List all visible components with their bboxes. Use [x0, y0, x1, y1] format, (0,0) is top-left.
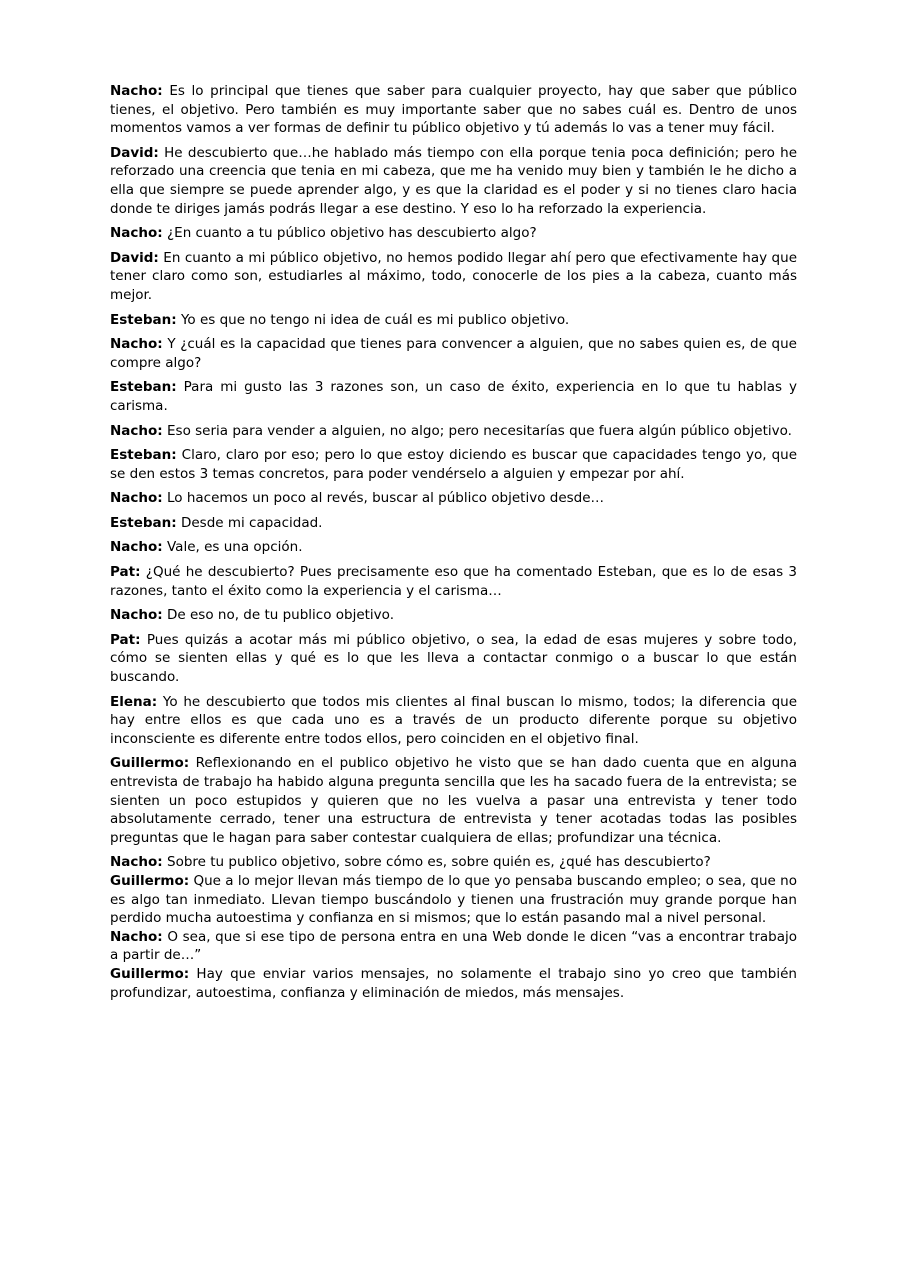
- dialogue-paragraph: [110, 928, 797, 965]
- dialogue-text: Yo he descubierto que todos mis clientes al final buscan lo mismo, todos; la diferencia que hay entre ellos es que cada uno es a través de un producto diferente porque su objetivo inconsciente es diferente entre todos ellos, pero coinciden en el objetivo final.: [110, 693, 797, 747]
- dialogue-text: ¿En cuanto a tu público objetivo has descubierto algo?: [167, 225, 537, 242]
- dialogue-paragraph: [110, 446, 797, 483]
- dialogue-text: Yo es que no tengo ni idea de cuál es mi publico objetivo.: [180, 311, 570, 328]
- speaker-name: Esteban:: [110, 447, 177, 464]
- dialogue-paragraph: [110, 82, 797, 138]
- dialogue-text: Lo hacemos un poco al revés, buscar al público objetivo desde…: [167, 490, 605, 507]
- speaker-name: Nacho:: [110, 336, 163, 353]
- dialogue-paragraph: [110, 224, 797, 243]
- dialogue-paragraph: [110, 853, 797, 872]
- speaker-name: Guillermo:: [110, 965, 190, 982]
- dialogue-paragraph: [110, 965, 797, 1002]
- dialogue-paragraph: [110, 422, 797, 441]
- dialogue-paragraph: [110, 489, 797, 508]
- speaker-name: David:: [110, 249, 159, 266]
- speaker-name: Nacho:: [110, 490, 163, 507]
- dialogue-text: Es lo principal que tienes que saber para cualquier proyecto, hay que saber que público tienes, el objetivo. Pero también es muy importante saber que no sabes cuál es. Dentro de unos momentos vamos a ver formas de definir tu público objetivo y tú además lo vas a tener muy fácil.: [110, 83, 797, 137]
- dialogue-paragraph: [110, 144, 797, 218]
- speaker-name: Elena:: [110, 693, 158, 710]
- speaker-name: Pat:: [110, 631, 141, 648]
- speaker-name: Esteban:: [110, 379, 177, 396]
- dialogue-paragraph: [110, 249, 797, 305]
- document-page: [110, 82, 797, 1002]
- speaker-name: Nacho:: [110, 928, 163, 945]
- dialogue-text: Vale, es una opción.: [167, 539, 303, 556]
- dialogue-text: En cuanto a mi público objetivo, no hemos podido llegar ahí pero que efectivamente hay que tener claro como son, estudiarles al máximo, todo, conocerle de los pies a la cabeza, cuanto más mejor.: [110, 249, 797, 303]
- dialogue-text: Que a lo mejor llevan más tiempo de lo que yo pensaba buscando empleo; o sea, que no es algo tan inmediato. Llevan tiempo buscándolo y tienen una frustración muy grande porque han perdido mucha autoestima y confianza en si mismos; que lo están pasando mal a nivel personal.: [110, 872, 797, 927]
- dialogue-text: Pues quizás a acotar más mi público objetivo, o sea, la edad de esas mujeres y sobre todo, cómo se sienten ellas y qué es lo que les lleva a contactar conmigo o a buscar lo que están buscando.: [110, 631, 797, 686]
- dialogue-paragraph: [110, 693, 797, 749]
- speaker-name: Nacho:: [110, 83, 163, 99]
- dialogue-text: O sea, que si ese tipo de persona entra en una Web donde le dicen “vas a encontrar trabajo a partir de…”: [110, 928, 798, 964]
- dialogue-text: Y ¿cuál es la capacidad que tienes para convencer a alguien, que no sabes quien es, de que compre algo?: [110, 336, 797, 371]
- dialogue-paragraph: [110, 335, 797, 372]
- dialogue-text: Desde mi capacidad.: [180, 514, 323, 531]
- speaker-name: Esteban:: [110, 514, 177, 531]
- dialogue-paragraph: [110, 311, 797, 330]
- speaker-name: Nacho:: [110, 225, 163, 242]
- dialogue-paragraph: [110, 754, 797, 847]
- speaker-name: Nacho:: [110, 539, 163, 556]
- speaker-name: Guillermo:: [110, 872, 190, 889]
- speaker-name: Guillermo:: [110, 755, 190, 772]
- dialogue-text: ¿Qué he descubierto? Pues precisamente eso que ha comentado Esteban, que es lo de esas 3 razones, tanto el éxito como la experiencia y el carisma…: [110, 564, 797, 599]
- speaker-name: Nacho:: [110, 607, 163, 624]
- speaker-name: Pat:: [110, 564, 141, 581]
- speaker-name: Nacho:: [110, 854, 163, 871]
- dialogue-text: Para mi gusto las 3 razones son, un caso de éxito, experiencia en lo que tu hablas y carisma.: [110, 379, 798, 414]
- dialogue-text: De eso no, de tu publico objetivo.: [167, 607, 394, 624]
- dialogue-paragraph: [110, 631, 797, 687]
- speaker-name: Nacho:: [110, 422, 163, 439]
- dialogue-paragraph: [110, 606, 797, 625]
- dialogue-text: Hay que enviar varios mensajes, no solamente el trabajo sino yo creo que también profundizar, autoestima, confianza y eliminación de miedos, más mensajes.: [110, 965, 797, 1001]
- speaker-name: Esteban:: [110, 311, 177, 328]
- dialogue-text: Claro, claro por eso; pero lo que estoy diciendo es buscar que capacidades tengo yo, que se den estos 3 temas concretos, para poder vendérselo a alguien y empezar por ahí.: [110, 447, 798, 482]
- dialogue-text: Eso seria para vender a alguien, no algo; pero necesitarías que fuera algún público objetivo.: [167, 422, 792, 439]
- dialogue-paragraph: [110, 538, 797, 557]
- dialogue-paragraph: [110, 378, 797, 415]
- dialogue-text: He descubierto que…he hablado más tiempo con ella porque tenia poca definición; pero he reforzado una creencia que tenia en mi cabeza, que me ha venido muy bien y también le he dicho a ella que siempre se puede aprender algo, y es que la claridad es el poder y si no tienes claro hacia donde te diriges jamás podrás llegar a ese destino. Y eso lo ha reforzado la experiencia.: [110, 144, 797, 217]
- dialogue-paragraph: [110, 872, 797, 928]
- dialogue-paragraph: [110, 514, 797, 533]
- dialogue-text: Reflexionando en el publico objetivo he visto que se han dado cuenta que en alguna entrevista de trabajo ha habido alguna pregunta sencilla que les ha sacado fuera de la entrevista; se sienten un poco estupidos y quieren que no les vuelva a pasar una entrevista y tener todo absolutamente cerrado, tener una estructura de entrevista y tener acotadas todas las posibles preguntas que le hagan para saber contestar cualquiera de ellas; profundizar una técnica.: [110, 755, 797, 846]
- speaker-name: David:: [110, 144, 159, 161]
- dialogue-paragraph: [110, 563, 797, 600]
- dialogue-text: Sobre tu publico objetivo, sobre cómo es, sobre quién es, ¿qué has descubierto?: [167, 854, 711, 871]
